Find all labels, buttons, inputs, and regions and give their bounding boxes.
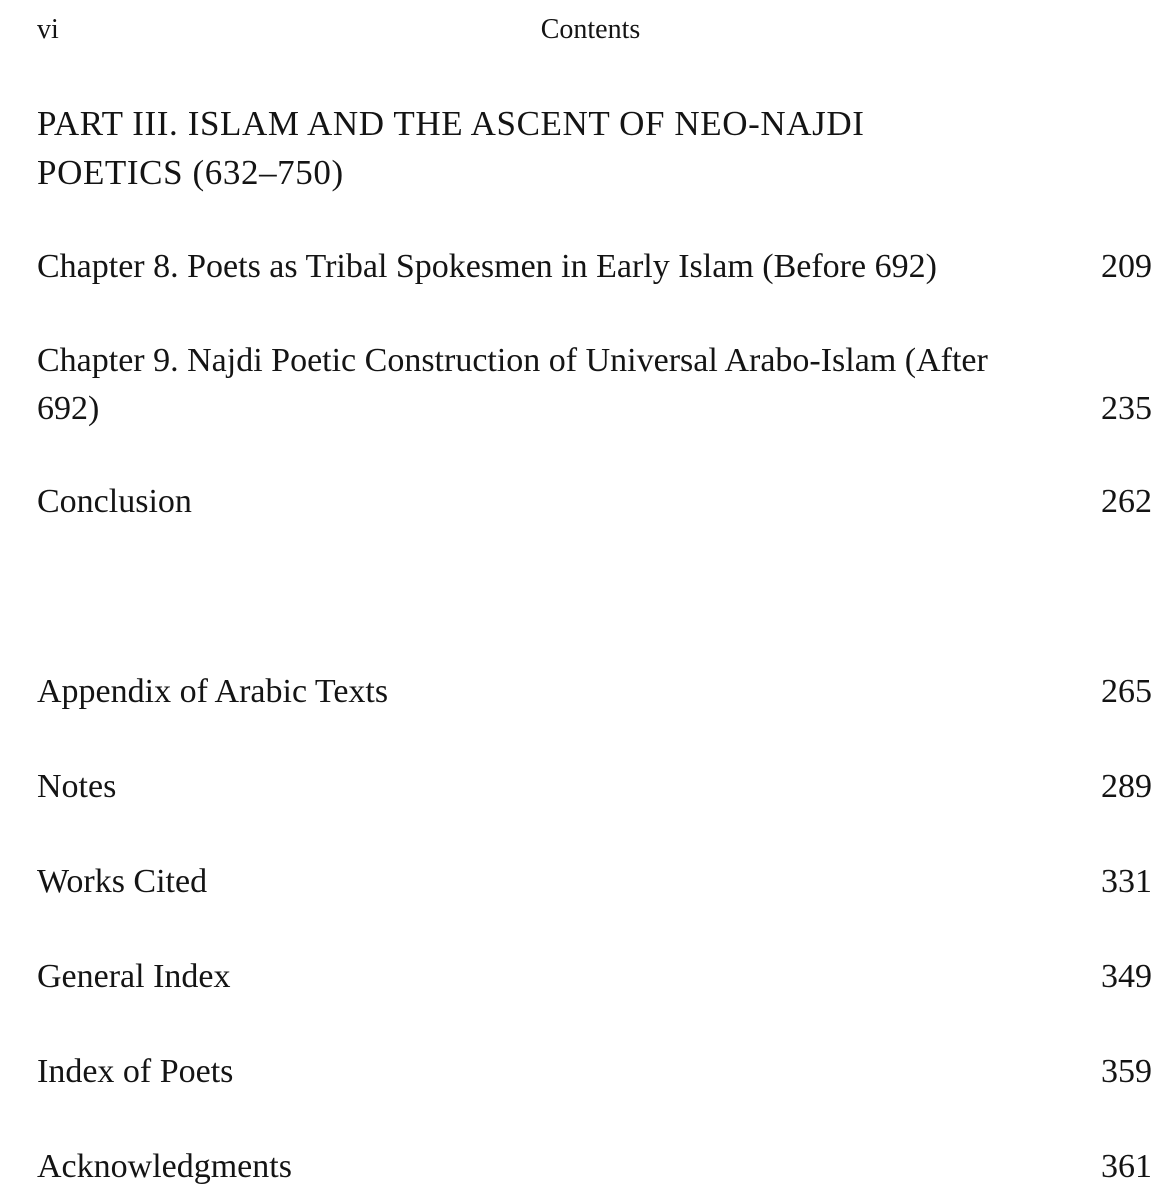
toc-entry-chapter-8 [37, 243, 1152, 291]
toc-entry-page: 235 [1101, 390, 1152, 427]
toc-entry-notes [37, 763, 1152, 811]
toc-entry-appendix [37, 668, 1152, 716]
toc-entry-title: Chapter 8. Poets as Tribal Spokesmen in Early Islam (Before 692) [37, 248, 937, 285]
toc-entry-page: 209 [1101, 248, 1152, 285]
toc-entry-conclusion [37, 478, 1152, 526]
toc-entry-title: Notes [37, 768, 117, 805]
toc-entry-title: Acknowledgments [37, 1148, 292, 1185]
toc-entry-page: 361 [1101, 1148, 1152, 1185]
toc-entry-chapter-9 [37, 337, 1152, 433]
toc-entry-page: 289 [1101, 768, 1152, 805]
toc-entry-title: Appendix of Arabic Texts [37, 673, 389, 710]
toc-entry-page: 349 [1101, 958, 1152, 995]
toc-entry-general-index [37, 953, 1152, 1001]
toc-entry-title: Works Cited [37, 863, 208, 900]
toc-entry-page: 359 [1101, 1053, 1152, 1090]
running-head [37, 12, 1152, 48]
toc-entry-page: 331 [1101, 863, 1152, 900]
toc-entry-title: Index of Poets [37, 1053, 234, 1090]
toc-entry-index-of-poets [37, 1048, 1152, 1096]
part-heading: PART III. ISLAM AND THE ASCENT OF NEO-NAJDI POETICS (632–750) [37, 104, 865, 192]
toc-entry-title: General Index [37, 958, 231, 995]
toc-entry-acknowledgments [37, 1143, 1152, 1191]
page-folio: vi [37, 14, 59, 45]
toc-entry-works-cited [37, 858, 1152, 906]
running-head-title: Contents [540, 14, 641, 45]
toc-entry-title: Chapter 9. Najdi Poetic Construction of Universal Arabo-Islam (After 692) [37, 342, 988, 427]
toc-entry-title: Conclusion [37, 483, 192, 520]
toc-entry-page: 265 [1101, 673, 1152, 710]
toc-entry-page: 262 [1101, 483, 1152, 520]
